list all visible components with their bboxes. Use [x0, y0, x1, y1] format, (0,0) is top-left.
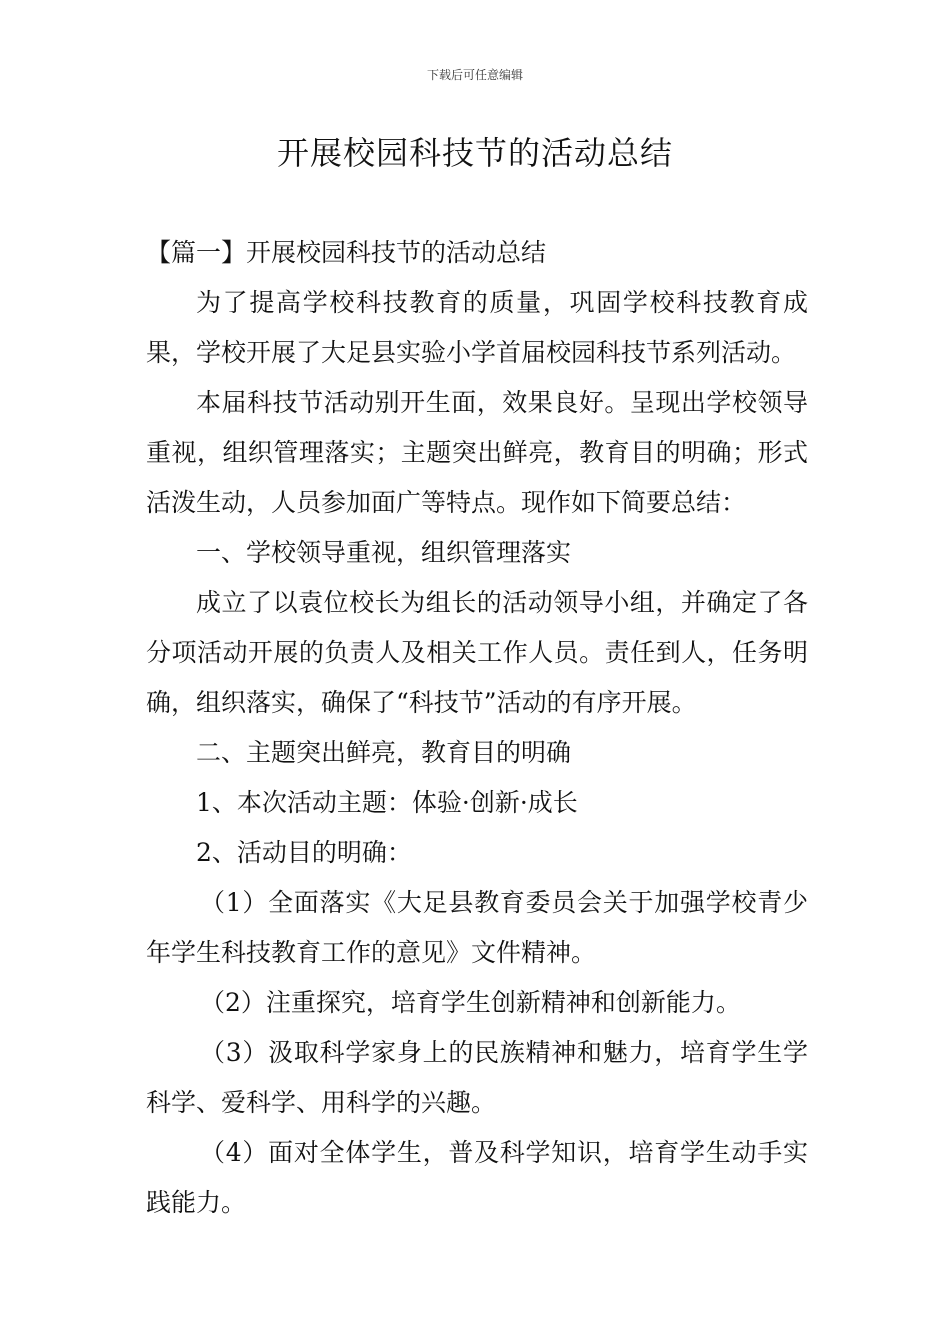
header-note: 下载后可任意编辑: [426, 68, 523, 82]
paragraph: 本届科技节活动别开生面，效果良好。呈现出学校领导重视，组织管理落实；主题突出鲜亮，教育目的明确；形式活泼生动，人员参加面广等特点。现作如下简要总结：: [146, 388, 808, 517]
list-item: 2、活动目的明确：: [196, 838, 412, 867]
subheading: 二、主题突出鲜亮，教育目的明确: [196, 738, 572, 767]
list-item: （3）汲取科学家身上的民族精神和魅力，培育学生学科学、爱科学、用科学的兴趣。: [146, 1038, 808, 1117]
subheading: 一、学校领导重视，组织管理落实: [196, 538, 572, 567]
paragraph: 成立了以袁位校长为组长的活动领导小组，并确定了各分项活动开展的负责人及相关工作人员。责任到人，任务明确，组织落实，确保了“科技节”活动的有序开展。: [146, 588, 808, 717]
list-item: （1）全面落实《大足县教育委员会关于加强学校青少年学生科技教育工作的意见》文件精神。: [146, 888, 808, 967]
section-heading: 【篇一】开展校园科技节的活动总结: [146, 238, 547, 267]
list-item: （2）注重探究，培育学生创新精神和创新能力。: [200, 988, 741, 1017]
paragraph: 为了提高学校科技教育的质量，巩固学校科技教育成果，学校开展了大足县实验小学首届校园科技节系列活动。: [146, 288, 808, 367]
list-item: 1、本次活动主题：体验·创新·成长: [196, 788, 578, 817]
document-body: [146, 228, 808, 1228]
document-title: 开展校园科技节的活动总结: [276, 134, 673, 172]
list-item: （4）面对全体学生，普及科学知识，培育学生动手实践能力。: [146, 1138, 808, 1217]
